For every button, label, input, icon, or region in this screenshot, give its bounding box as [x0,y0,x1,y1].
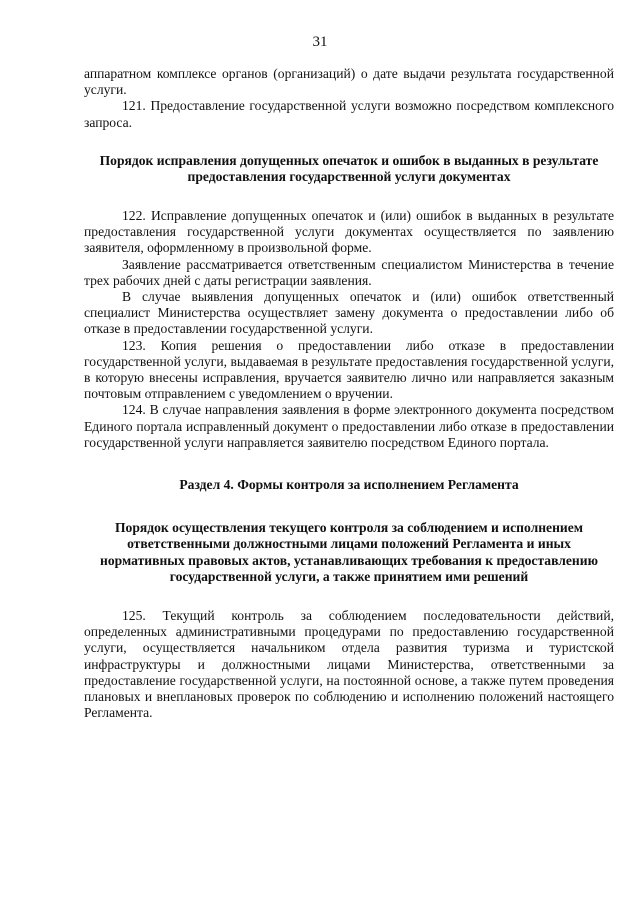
paragraph: 122. Исправление допущенных опечаток и (или) ошибок в выданных в результате предоставления государственной услуги документах осуществляется по заявлению заявителя, оформленному в произвольной форме. [84,208,614,256]
document-body [84,66,614,721]
paragraph: 125. Текущий контроль за соблюдением последовательности действий, определенных административными процедурами по предоставлению государственной услуги, осуществляется начальником отдела развития туризма и туристской инфраструктуры и должностными лицами Министерства, ответственными за предоставление государственной услуги, на постоянной основе, а также путем проведения плановых и внеплановых проверок по соблюдению и исполнению положений настоящего Регламента. [84,608,614,721]
paragraph: Заявление рассматривается ответственным специалистом Министерства в течение трех рабочих дней с даты регистрации заявления. [84,256,614,288]
section-heading: Порядок исправления допущенных опечаток и ошибок в выданных в результате предоставления государственной услуги документах [99,152,599,185]
paragraph: 124. В случае направления заявления в форме электронного документа посредством Единого портала исправленный документ о предоставлении либо отказе в предоставлении государственной услуги направляется заявителю посредством Единого портала. [84,402,614,450]
paragraph: В случае выявления допущенных опечаток и (или) ошибок ответственный специалист Министерства осуществляет замену документа о предоставлении либо об отказе в предоставлении государственной услуги. [84,289,614,337]
section-heading: Порядок осуществления текущего контроля за соблюдением и исполнением ответственными должностными лицами положений Регламента и иных нормативных правовых актов, устанавливающих требования к предоставлению государственной услуги, а также принятием ими решений [100,519,598,585]
paragraph: аппаратном комплексе органов (организаций) о дате выдачи результата государственной услуги. [84,66,614,98]
paragraph: 121. Предоставление государственной услуги возможно посредством комплексного запроса. [84,98,614,130]
section-heading: Раздел 4. Формы контроля за исполнением Регламента [179,477,519,493]
page-number: 31 [312,34,328,50]
paragraph: 123. Копия решения о предоставлении либо отказе в предоставлении государственной услуги, выдаваемая в результате предоставления государственной услуги, в которую внесены исправления, вручается заявителю лично или направляется заказным почтовым отправлением с уведомлением о вручении. [84,337,614,402]
